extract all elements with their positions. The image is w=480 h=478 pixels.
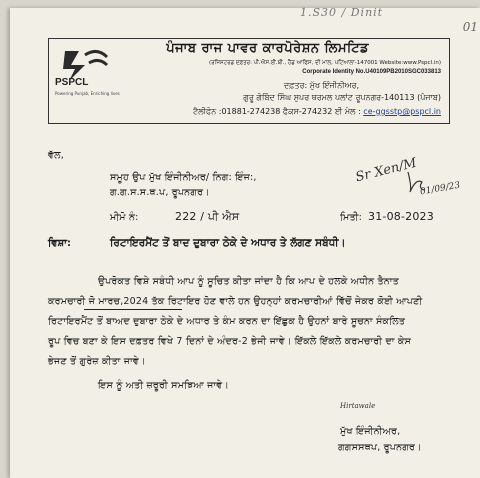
body-line-2: ਕਰਮਚਾਰੀ ਜੋ ਮਾਰਚ,2024 ਤੱਕ ਰਿਟਾਇਰ ਹੋਣ ਵਾਲੇ ਹਨ ਉਹਨ੍ਹਾਂ ਕਰਮਚਾਰੀਆਂ ਵਿੱਚੋਂ ਜੇਕਰ ਕੋਈ ਆਪਣੀ [48,296,423,307]
handwritten-note: Sr Xen/M [354,155,419,186]
body-line-4: ਰੂਪ ਵਿਚ ਬਣਾ ਕੇ ਇਸ ਦਫ਼ਤਰ ਵਿਖੇ 7 ਦਿਨਾਂ ਦੇ ਅੰਦਰ-2 ਭੇਜੀ ਜਾਵੇ। ਇੱਕਲੇ ਇੱਕਲੇ ਕਰਮਚਾਰੀ ਦਾ ਕੇਸ [48,336,412,347]
company-title: ਪੰਜਾਬ ਰਾਜ ਪਾਵਰ ਕਾਰਪੋਰੇਸ਼ਨ ਲਿਮਟਿਡ [166,41,369,56]
to-label: ਵੱਲ, [48,150,64,161]
office-address: ਗੁਰੂ ਗੋਬਿੰਦ ਸਿੰਘ ਸੁਪਰ ਥਰਮਲ ਪਲਾਂਟ ਰੂਪਨਗਰ-140113 (ਪੰਜਾਬ) [243,93,441,102]
body-line-1: ਉਪਰੋਕਤ ਵਿਸ਼ੇ ਸਬੰਧੀ ਆਪ ਨੂੰ ਸੂਚਿਤ ਕੀਤਾ ਜਾਂਦਾ ਹੈ ਕਿ ਆਪ ਦੇ ਹਲਕੇ ਅਧੀਨ ਤੈਨਾਤ [98,276,399,287]
logo-tagline: Powering Punjab, Enriching lives [55,91,120,96]
phone-fax: ਟੈਲੀਫੋਨ :01881-274238 ਫੈਕਸ-274232 ਈ ਮੇਲ : [193,107,361,116]
corporate-identity: Corporate Identity No.U40109PB2010SGC033813 [302,69,441,75]
signatory-office: ਗਗਸਸਥਪ, ਰੂਪਨਗਰ। [338,442,422,453]
contact-line [193,107,441,117]
subject-text: ਰਿਟਾਇਰਮੈਂਟ ਤੋਂ ਬਾਦ ਦੁਬਾਰਾ ਠੇਕੇ ਦੇ ਅਧਾਰ ਤੇ ਲੱਗਣ ਸਬੰਧੀ। [110,237,346,249]
email-link[interactable]: ce-ggsstp@pspcl.in [363,107,441,116]
body-line-5: ਭੇਜਣ ਤੋਂ ਗੁਰੇਜ਼ ਕੀਤਾ ਜਾਵੇ। [48,356,146,367]
subject-label: ਵਿਸ਼ਾ: [48,238,71,249]
signature: Hirtawale [340,402,376,410]
recipient-line-1: ਸਮੂਹ ਉਪ ਮੁੱਖ ਇੰਜੀਨੀਅਰ/ ਨਿਗ: ਇੰਜ:, [110,172,257,183]
memo-number: 222 / ਪੀ ਐਸ [175,210,240,223]
body-line-3: ਰਿਟਾਇਰਮੈਂਟ ਤੋਂ ਬਾਅਦ ਦੁਬਾਰਾ ਠੇਕੇ ਦੇ ਅਧਾਰ ਤੇ ਕੰਮ ਕਰਨ ਦਾ ਇੱਛੁਕ ਹੈ ਉਹਨਾਂ ਬਾਰੇ ਸੂਚਨਾ ਸੰਕਲਿਤ [48,316,406,327]
handwritten-underline [84,309,182,310]
initials-scribble-icon [404,168,426,196]
memo-label: ਮੀਮੋ ਨੰ: [110,212,139,223]
handwritten-date: 01/09/23 [419,180,461,198]
logo-text: PSPCL [55,77,89,88]
recipient-line-2: ਗ.ਗ.ਸ.ਸ.ਥ.ਪ, ਰੂਪਨਗਰ। [110,187,210,198]
registered-address: (ਰਜਿਸਟਰਡ ਦਫ਼ਤਰ: ਪੀ.ਐਸ.ਈ.ਬੀ., ਹੈਡ ਆਫਿਸ, ਦੀ ਮਾਲ, ਪਟਿਆਲਾ-147001 Website:www.Pspcl.in) [209,60,441,66]
memo-date: 31-08-2023 [368,210,434,223]
top-handwritten-note: 1.S30 / Dinit [300,6,384,19]
top-right-mark: 01 [462,20,478,34]
date-label: ਮਿਤੀ: [340,212,363,223]
office-label: ਦਫ਼ਤਰ: ਮੁੱਖ ਇੰਜੀਨੀਅਰ, [283,81,359,90]
letterhead [48,38,450,124]
closing-line: ਇਸ ਨੂੰ ਅਤੀ ਜ਼ਰੂਰੀ ਸਮਝਿਆ ਜਾਵੇ। [98,380,230,391]
signatory-title: ਮੁੱਖ ਇੰਜੀਨੀਅਰ, [340,426,401,437]
